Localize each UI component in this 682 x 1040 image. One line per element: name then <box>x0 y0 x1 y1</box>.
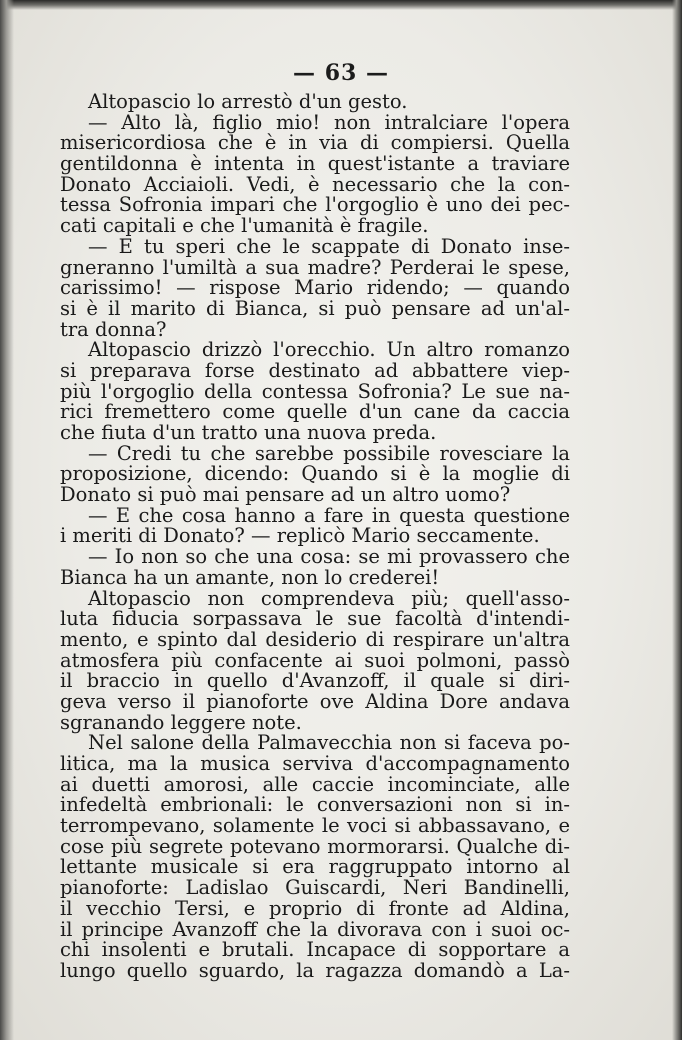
text-line: Altopascio drizzò l'orecchio. Un altro romanzo <box>88 338 570 362</box>
text-line: lettante musicale si era raggruppato intorno al <box>60 855 570 879</box>
text-line: Donato si può mai pensare ad un altro uomo? <box>60 483 511 507</box>
text-line: infedeltà embrionali: le conversazioni non si in- <box>60 793 570 817</box>
text-line: cose più segrete potevano mormorarsi. Qualche di- <box>60 834 570 858</box>
page-number: — 63 — <box>293 60 389 86</box>
text-line: proposizione, dicendo: Quando si è la moglie di <box>60 462 570 486</box>
text-line: Altopascio non comprendeva più; quell'asso- <box>88 586 570 610</box>
page-edge-shadow-right <box>672 0 682 1040</box>
text-line: luta fiducia sorpassava le sue facoltà d'intendi- <box>60 607 570 631</box>
text-line: il principe Avanzoff che la divorava con i suoi oc- <box>60 917 570 941</box>
text-line: terrompevano, solamente le voci si abbassavano, e <box>60 814 570 838</box>
text-line: — Io non so che una cosa: se mi provassero che <box>88 545 570 569</box>
text-line: si è il marito di Bianca, si può pensare ad un'al- <box>60 296 570 320</box>
text-line: atmosfera più confacente ai suoi polmoni, passò <box>60 648 570 672</box>
body-text <box>60 92 570 982</box>
text-line: cati capitali e che l'umanità è fragile. <box>60 214 429 238</box>
text-line: mento, e spinto dal desiderio di respirare un'altra <box>60 627 570 651</box>
text-line: tessa Sofronia impari che l'orgoglio è uno dei pec- <box>60 193 570 217</box>
text-line: lungo quello sguardo, la ragazza domandò a La- <box>60 958 570 982</box>
text-line: i meriti di Donato? — replicò Mario seccamente. <box>60 524 540 548</box>
text-line: si preparava forse destinato ad abbattere viep- <box>60 358 570 382</box>
text-line: — E che cosa hanno a fare in questa questione <box>88 503 570 527</box>
text-line: tra donna? <box>60 317 167 341</box>
text-line: litica, ma la musica serviva d'accompagnamento <box>60 752 570 775</box>
text-line: rici fremettero come quelle d'un cane da caccia <box>60 400 570 424</box>
text-line: gneranno l'umiltà a sua madre? Perderai le spese, <box>60 255 570 279</box>
text-line: più l'orgoglio della contessa Sofronia? Le sue na- <box>60 379 570 403</box>
text-line: Donato Acciaioli. Vedi, è necessario che la con- <box>60 172 570 196</box>
text-line: Bianca ha un amante, non lo crederei! <box>60 565 440 589</box>
text-line: — Credi tu che sarebbe possibile rovesciare la <box>88 441 570 465</box>
text-line: chi insolenti e brutali. Incapace di sopportare a <box>60 938 570 962</box>
text-line: ai duetti amorosi, alle caccie incominciate, alle <box>60 772 570 796</box>
text-line: il vecchio Tersi, e proprio di fronte ad Aldina, <box>60 896 570 920</box>
text-line: geva verso il pianoforte ove Aldina Dore andava <box>60 689 570 713</box>
text-line: — E tu speri che le scappate di Donato inse- <box>88 234 570 258</box>
text-line: misericordiosa che è in via di compiersi. Quella <box>60 131 570 155</box>
page-edge-shadow-top <box>0 0 682 10</box>
text-line: il braccio in quello d'Avanzoff, il quale si diri- <box>60 669 570 693</box>
text-line: pianoforte: Ladislao Guiscardi, Neri Bandinelli, <box>60 876 570 900</box>
text-line: carissimo! — rispose Mario ridendo; — quando <box>60 276 570 300</box>
page-edge-shadow-left <box>0 0 14 1040</box>
text-line: — Alto là, figlio mio! non intralciare l'opera <box>88 110 570 134</box>
text-line: che fiuta d'un tratto una nuova preda. <box>60 421 437 444</box>
text-line: gentildonna è intenta in quest'istante a traviare <box>60 152 570 176</box>
text-line: Altopascio lo arrestò d'un gesto. <box>88 90 408 113</box>
text-line: Nel salone della Palmavecchia non si faceva po- <box>88 731 570 755</box>
text-line: sgranando leggere note. <box>60 710 302 734</box>
